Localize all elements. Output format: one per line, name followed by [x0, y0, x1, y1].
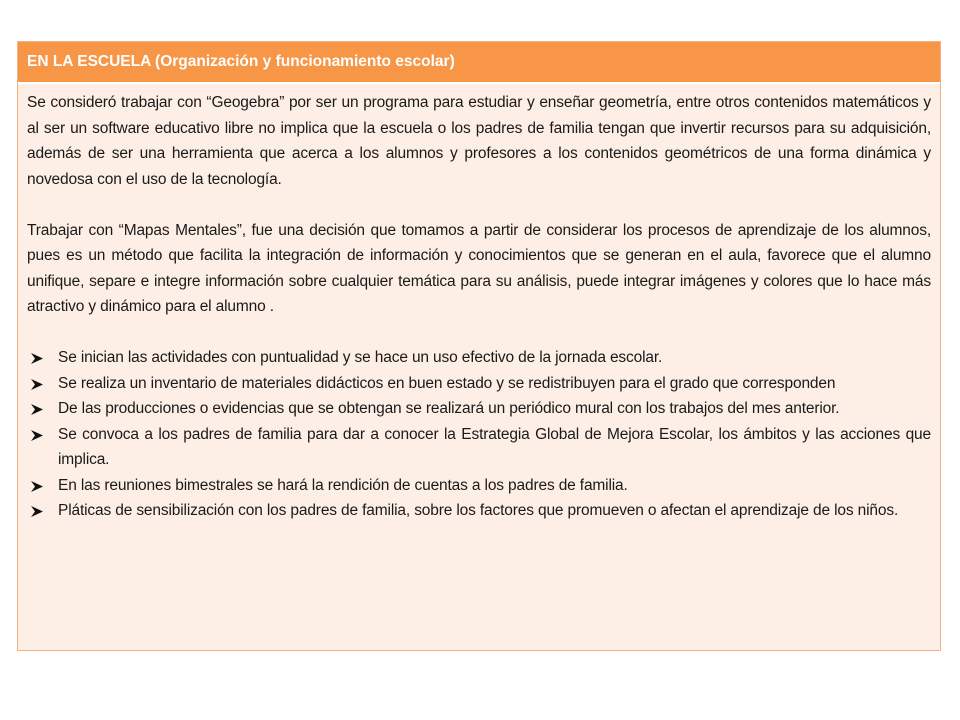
- list-item-text: Se convoca a los padres de familia para dar a conocer la Estrategia Global de Mejora Escolar, los ámbitos y las acciones que implica.: [58, 425, 931, 468]
- arrow-right-icon: [31, 481, 43, 492]
- table-body: [18, 84, 940, 650]
- list-item-text: En las reuniones bimestrales se hará la rendición de cuentas a los padres de familia.: [58, 476, 628, 494]
- list-item: [27, 396, 931, 422]
- list-item: [27, 473, 931, 499]
- list-item: [27, 371, 931, 397]
- paragraph-geogebra: Se consideró trabajar con “Geogebra” por ser un programa para estudiar y enseñar geometría, entre otros contenidos matemáticos y al ser un software educativo libre no implica que la escuela o los padres de familia tengan que invertir recursos para su adquisición, además de ser una herramienta que acerca a los alumnos y profesores a los contenidos geométricos de una forma dinámica y novedosa con el uso de la tecnología.: [27, 94, 931, 188]
- table-header: [18, 42, 940, 84]
- list-item: [27, 345, 931, 371]
- arrow-right-icon: [31, 404, 43, 415]
- arrow-right-icon: [31, 379, 43, 390]
- list-item-text: Pláticas de sensibilización con los padres de familia, sobre los factores que promueven o afectan el aprendizaje de los niños.: [58, 502, 899, 519]
- paragraph-mapas-mentales: Trabajar con “Mapas Mentales”, fue una decisión que tomamos a partir de considerar los procesos de aprendizaje de los alumnos, pues es un método que facilita la integración de información y conocimientos que se generan en el aula, favorece que el alumno unifique, separe e integre información sobre cualquier temática para su análisis, puede integrar imágenes y colores que lo hace más atractivo y dinámico para el alumno .: [27, 221, 931, 315]
- bullet-list: [27, 345, 931, 524]
- document-table: [17, 41, 941, 651]
- arrow-right-icon: [31, 506, 43, 517]
- list-item-text: Se realiza un inventario de materiales didácticos en buen estado y se redistribuyen para el grado que corresponden: [58, 374, 836, 392]
- paragraph-spacer: [27, 320, 931, 346]
- list-item: [27, 498, 931, 524]
- list-item: [27, 422, 931, 473]
- paragraph-spacer: [27, 192, 931, 218]
- list-item-text: Se inician las actividades con puntualidad y se hace un uso efectivo de la jornada escolar.: [58, 349, 663, 366]
- header-title: EN LA ESCUELA (Organización y funcionamiento escolar): [27, 53, 455, 70]
- arrow-right-icon: [31, 353, 43, 364]
- arrow-right-icon: [31, 430, 43, 441]
- list-item-text: De las producciones o evidencias que se obtengan se realizará un periódico mural con los trabajos del mes anterior.: [58, 400, 840, 417]
